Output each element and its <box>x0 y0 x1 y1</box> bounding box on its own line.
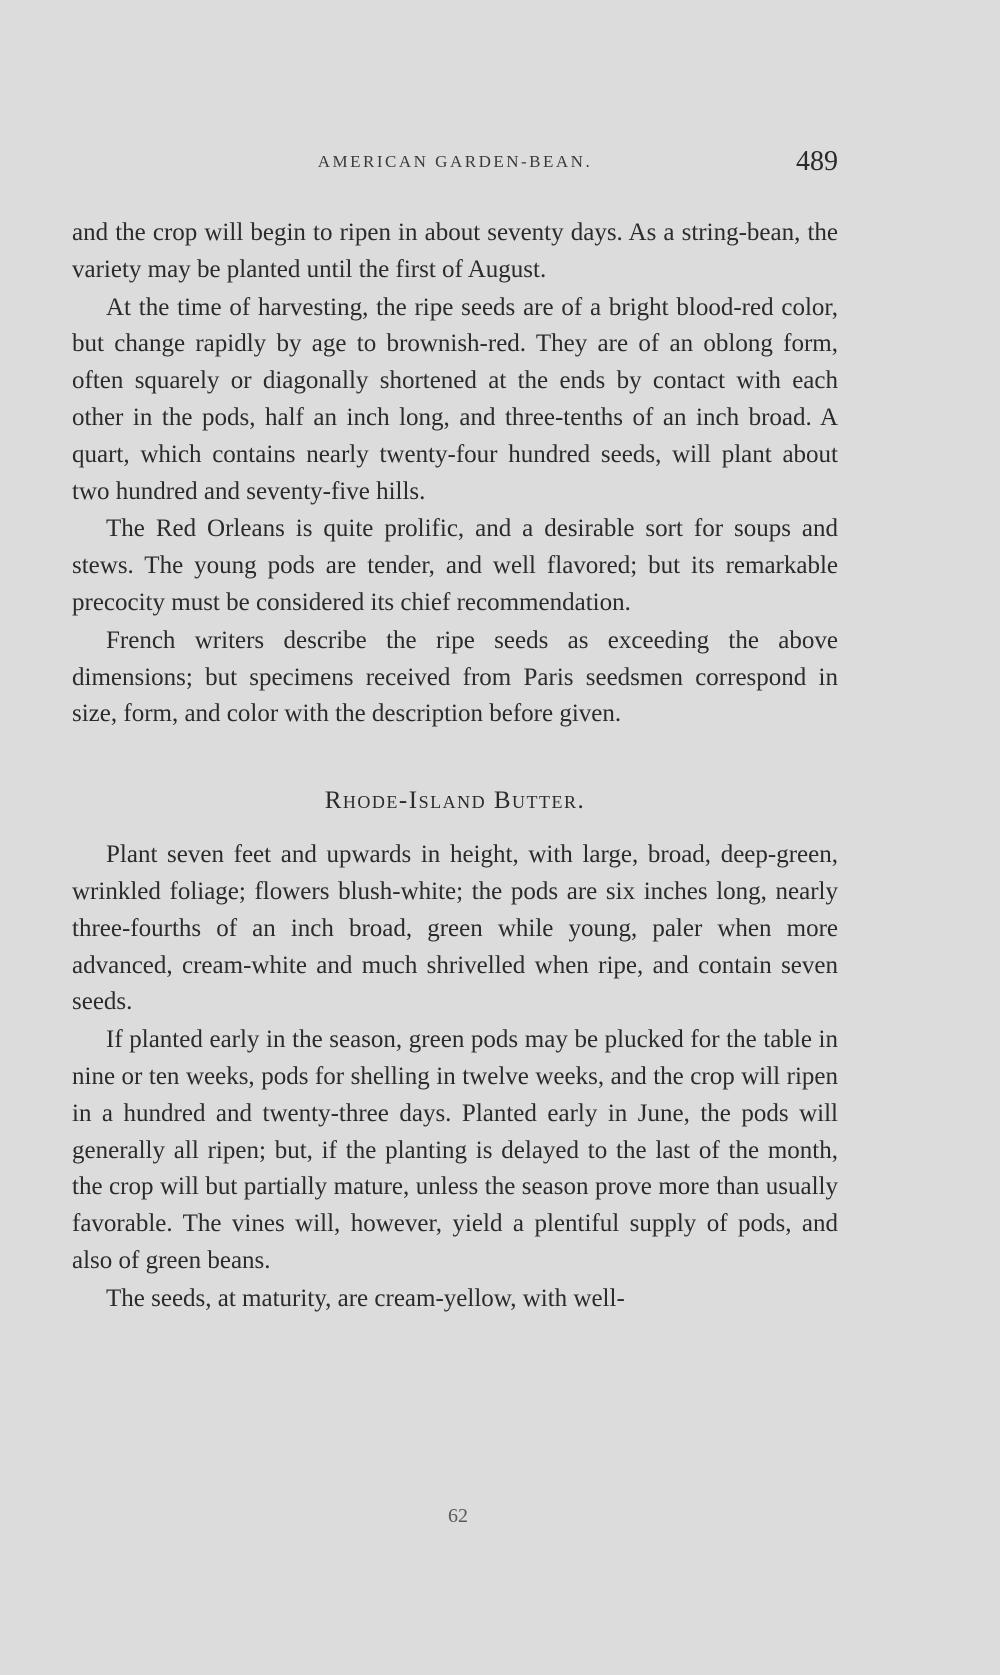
running-head <box>72 146 838 182</box>
section-title: Rhode-Island Butter. <box>324 787 586 815</box>
paragraph-seeds: The seeds, at maturity, are cream-yellow, with well- <box>106 1284 625 1312</box>
paragraph-continuation: and the crop will begin to ripen in about seventy days. As a string-bean, the variety may be planted until the first of August. <box>72 219 838 283</box>
paragraph-french-writers: French writers describe the ripe seeds as exceeding the above dimensions; but specimens received from Paris seedsmen correspond in size, form, and color with the description before given. <box>72 626 838 728</box>
paragraph-plant-description: Plant seven feet and upwards in height, with large, broad, deep-green, wrinkled foliage; flowers blush-white; the pods are six inches long, nearly three-fourths of an inch broad, green while young, paler when more advanced, cream-white and much shrivelled when ripe, and contain seven seeds. <box>72 841 838 1016</box>
paragraph-planting-season: If planted early in the season, green pods may be plucked for the table in nine or ten weeks, pods for shelling in twelve weeks, and the crop will ripen in a hundred and twenty-three days. Planted early in June, the pods will generally all ripen; but, if the planting is delayed to the last of the month, the crop will but partially mature, unless the season prove more than usually favorable. The vines will, however, yield a plentiful supply of pods, and also of green beans. <box>72 1026 838 1274</box>
paragraph-red-orleans: The Red Orleans is quite prolific, and a desirable sort for soups and stews. The young pods are tender, and well flavored; but its remarkable precocity must be considered its chief recommendation. <box>72 515 838 616</box>
signature-mark: 62 <box>448 1505 468 1527</box>
body-text <box>72 215 838 1319</box>
running-title: AMERICAN GARDEN-BEAN. <box>317 152 593 171</box>
page-number: 489 <box>796 146 838 177</box>
paragraph-harvesting: At the time of harvesting, the ripe seeds are of a bright blood-red color, but change rapidly by age to brownish-red. They are of an oblong form, often squarely or diagonally shortened at the ends by contact with each other in the pods, half an inch long, and three-tenths of an inch broad. A quart, which contains nearly twenty-four hundred seeds, will plant about two hundred and seventy-five hills. <box>72 293 838 505</box>
